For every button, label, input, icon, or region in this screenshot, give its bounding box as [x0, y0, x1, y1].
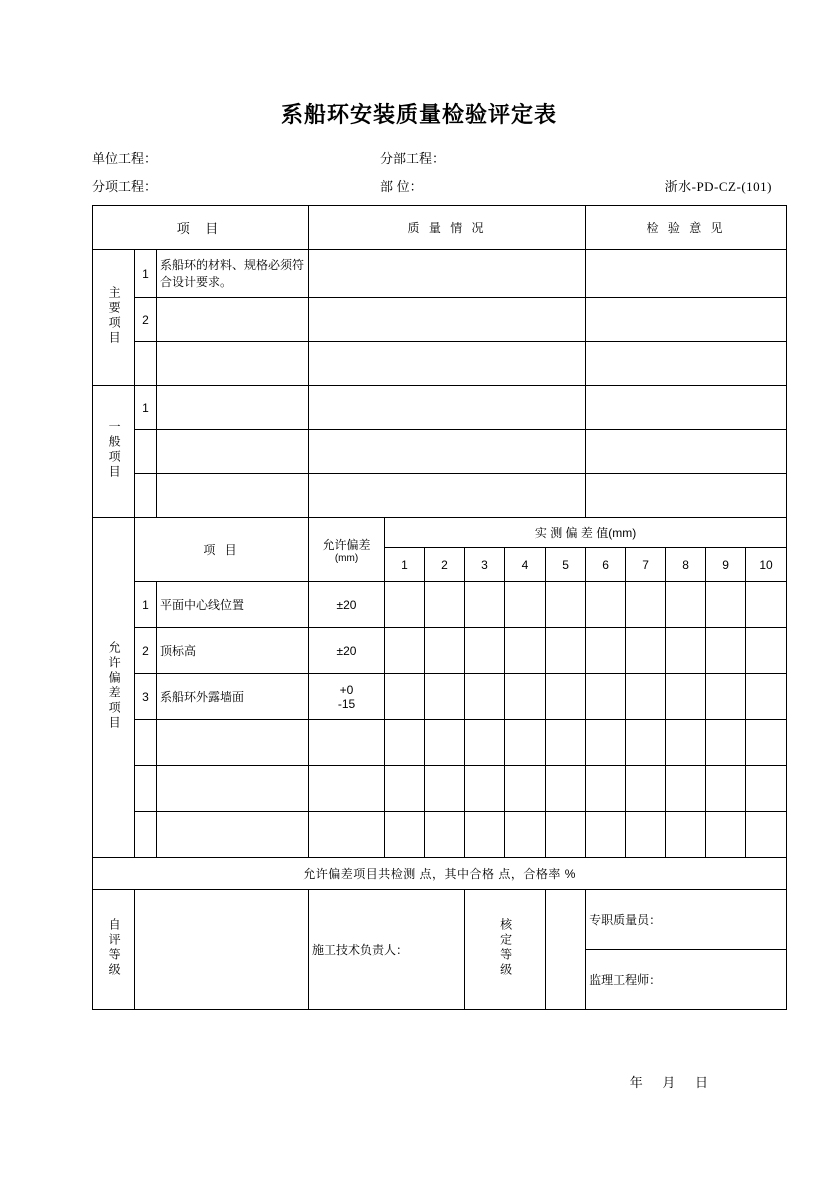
- table-row: [93, 430, 787, 474]
- measure-cell[interactable]: [425, 812, 465, 858]
- main-item-opinion-cell[interactable]: [586, 298, 787, 342]
- measure-cell[interactable]: [546, 720, 586, 766]
- measure-cell[interactable]: [425, 582, 465, 628]
- measure-cell[interactable]: [706, 628, 746, 674]
- deviation-no: 2: [135, 628, 157, 674]
- measure-cell[interactable]: [465, 812, 505, 858]
- measure-cell[interactable]: [626, 766, 666, 812]
- deviation-tolerance: ±20: [309, 582, 385, 628]
- page-title: 系船环安装质量检验评定表: [280, 102, 557, 127]
- deviation-name: 平面中心线位置: [157, 582, 309, 628]
- deviation-name: 顶标高: [157, 628, 309, 674]
- self-rating-value[interactable]: [135, 890, 309, 1010]
- deviation-tolerance-upper: +0: [339, 682, 354, 697]
- verify-rating-value[interactable]: [546, 890, 586, 1010]
- measure-cell[interactable]: [666, 628, 706, 674]
- measure-cell[interactable]: [746, 812, 787, 858]
- unit-project-label: 单位工程：: [92, 151, 158, 166]
- measure-cell[interactable]: [746, 582, 787, 628]
- measure-cell[interactable]: [546, 628, 586, 674]
- header-fields: [92, 148, 772, 204]
- measure-cell[interactable]: [505, 674, 546, 720]
- deviation-no: [135, 766, 157, 812]
- measure-cell[interactable]: [546, 582, 586, 628]
- measure-cell[interactable]: [626, 582, 666, 628]
- measure-cell[interactable]: [586, 628, 626, 674]
- table-row: [93, 674, 787, 720]
- header-inspection-opinion: 检 验 意 见: [586, 206, 787, 250]
- group-main-items: 主要项目: [93, 250, 135, 386]
- general-item-quality-cell[interactable]: [309, 474, 586, 518]
- measure-cell[interactable]: [425, 674, 465, 720]
- measure-cell[interactable]: [746, 674, 787, 720]
- table-row: [93, 298, 787, 342]
- measure-cell[interactable]: [465, 674, 505, 720]
- general-item-text[interactable]: [157, 430, 309, 474]
- part-position-label: 部 位：: [380, 179, 423, 194]
- footer-row: [93, 890, 787, 950]
- table-row: [93, 628, 787, 674]
- measure-cell[interactable]: [505, 766, 546, 812]
- general-item-opinion-cell[interactable]: [586, 474, 787, 518]
- measure-cell[interactable]: [385, 628, 425, 674]
- main-item-text[interactable]: [157, 298, 309, 342]
- deviation-no: 1: [135, 582, 157, 628]
- deviation-no: [135, 812, 157, 858]
- general-item-text[interactable]: [157, 474, 309, 518]
- form-code: 浙水-PD-CZ-(101): [664, 179, 772, 194]
- main-item-opinion-cell[interactable]: [586, 342, 787, 386]
- header-row-2: [92, 176, 772, 204]
- deviation-tolerance: [309, 674, 385, 720]
- measure-cell[interactable]: [706, 720, 746, 766]
- measure-cell[interactable]: [465, 766, 505, 812]
- measure-col-3: 3: [465, 548, 505, 582]
- general-item-opinion-cell[interactable]: [586, 430, 787, 474]
- general-item-no: [135, 430, 157, 474]
- measure-col-6: 6: [586, 548, 626, 582]
- general-item-quality-cell[interactable]: [309, 430, 586, 474]
- quality-inspector-field[interactable]: 专职质量员：: [586, 890, 787, 950]
- table-row: [93, 720, 787, 766]
- general-item-text[interactable]: [157, 386, 309, 430]
- measure-col-2: 2: [425, 548, 465, 582]
- measure-col-1: 1: [385, 548, 425, 582]
- main-item-opinion-cell[interactable]: [586, 250, 787, 298]
- deviation-tolerance-lower: -15: [337, 696, 356, 711]
- main-item-quality-cell[interactable]: [309, 298, 586, 342]
- deviation-no: [135, 720, 157, 766]
- measure-cell[interactable]: [505, 582, 546, 628]
- measure-cell[interactable]: [626, 674, 666, 720]
- general-item-no: [135, 474, 157, 518]
- header-item: 项 目: [93, 206, 309, 250]
- measure-col-9: 9: [706, 548, 746, 582]
- self-rating-label: 自评等级: [93, 890, 135, 1010]
- group-allowed-deviation-items: 允许偏差项目: [93, 518, 135, 858]
- measure-cell[interactable]: [706, 674, 746, 720]
- summary-row: [93, 858, 787, 890]
- table-row: [93, 474, 787, 518]
- measure-cell[interactable]: [586, 812, 626, 858]
- measure-cell[interactable]: [626, 628, 666, 674]
- header-row-1: [92, 148, 772, 176]
- measure-cell[interactable]: [385, 674, 425, 720]
- main-item-text[interactable]: [157, 342, 309, 386]
- measure-col-10: 10: [746, 548, 787, 582]
- table-row: [93, 582, 787, 628]
- measure-cell[interactable]: [465, 582, 505, 628]
- table-header-row: [93, 206, 787, 250]
- table-row: [93, 342, 787, 386]
- measure-cell[interactable]: [666, 720, 706, 766]
- general-item-quality-cell[interactable]: [309, 386, 586, 430]
- main-item-no: 2: [135, 298, 157, 342]
- evaluation-table: [92, 205, 787, 1010]
- table-row: [93, 250, 787, 298]
- measure-cell[interactable]: [505, 628, 546, 674]
- measure-cell[interactable]: [385, 812, 425, 858]
- measure-col-8: 8: [666, 548, 706, 582]
- measure-cell[interactable]: [746, 720, 787, 766]
- measure-cell[interactable]: [505, 720, 546, 766]
- deviation-no: 3: [135, 674, 157, 720]
- table-row: [93, 766, 787, 812]
- main-item-text: 系船环的材料、规格必须符合设计要求。: [157, 250, 309, 298]
- summary-text: 允许偏差项目共检测 点，其中合格 点，合格率 %: [93, 858, 787, 890]
- measure-cell[interactable]: [385, 766, 425, 812]
- measure-col-4: 4: [505, 548, 546, 582]
- measure-cell[interactable]: [546, 674, 586, 720]
- measure-cell[interactable]: [586, 766, 626, 812]
- deviation-tolerance[interactable]: [309, 720, 385, 766]
- measure-cell[interactable]: [425, 720, 465, 766]
- measure-cell[interactable]: [626, 720, 666, 766]
- measure-cell[interactable]: [546, 766, 586, 812]
- table-row: [93, 386, 787, 430]
- measure-cell[interactable]: [666, 582, 706, 628]
- measure-cell[interactable]: [626, 812, 666, 858]
- measure-cell[interactable]: [746, 766, 787, 812]
- measure-cell[interactable]: [546, 812, 586, 858]
- main-item-no: [135, 342, 157, 386]
- measure-col-7: 7: [626, 548, 666, 582]
- date-line: 年 月 日: [629, 1075, 716, 1090]
- table-row: [93, 812, 787, 858]
- general-item-opinion-cell[interactable]: [586, 386, 787, 430]
- measure-cell[interactable]: [425, 628, 465, 674]
- deviation-name[interactable]: [157, 766, 309, 812]
- general-item-no: 1: [135, 386, 157, 430]
- measure-cell[interactable]: [746, 628, 787, 674]
- deviation-name[interactable]: [157, 812, 309, 858]
- measure-cell[interactable]: [586, 720, 626, 766]
- division-project-label: 分部工程：: [380, 151, 446, 166]
- measure-cell[interactable]: [706, 812, 746, 858]
- measure-cell[interactable]: [465, 720, 505, 766]
- deviation-header-row: [93, 518, 787, 548]
- deviation-tolerance[interactable]: [309, 812, 385, 858]
- group-general-items: 一般项目: [93, 386, 135, 518]
- header-quality-status: 质 量 情 况: [309, 206, 586, 250]
- measure-cell[interactable]: [586, 582, 626, 628]
- measure-cell[interactable]: [666, 812, 706, 858]
- measure-cell[interactable]: [425, 766, 465, 812]
- sub-item-project-label: 分项工程：: [92, 179, 158, 194]
- measure-cell[interactable]: [706, 582, 746, 628]
- measure-cell[interactable]: [666, 674, 706, 720]
- measure-cell[interactable]: [706, 766, 746, 812]
- main-item-quality-cell[interactable]: [309, 342, 586, 386]
- measure-col-5: 5: [546, 548, 586, 582]
- measured-deviation-header: 实 测 偏 差 值(mm): [385, 518, 787, 548]
- verify-rating-label: 核定等级: [465, 890, 546, 1010]
- deviation-name: 系船环外露墙面: [157, 674, 309, 720]
- main-item-quality-cell[interactable]: [309, 250, 586, 298]
- measure-cell[interactable]: [385, 582, 425, 628]
- deviation-tolerance: ±20: [309, 628, 385, 674]
- measure-cell[interactable]: [505, 812, 546, 858]
- measure-cell[interactable]: [666, 766, 706, 812]
- main-item-no: 1: [135, 250, 157, 298]
- measure-cell[interactable]: [465, 628, 505, 674]
- deviation-item-header: 项 目: [135, 518, 309, 582]
- measure-cell[interactable]: [385, 720, 425, 766]
- deviation-name[interactable]: [157, 720, 309, 766]
- deviation-tolerance-header: 允许偏差 (mm): [309, 518, 385, 582]
- tech-leader-field[interactable]: 施工技术负责人：: [309, 890, 465, 1010]
- supervisor-engineer-field[interactable]: 监理工程师：: [586, 950, 787, 1010]
- deviation-tolerance[interactable]: [309, 766, 385, 812]
- measure-cell[interactable]: [586, 674, 626, 720]
